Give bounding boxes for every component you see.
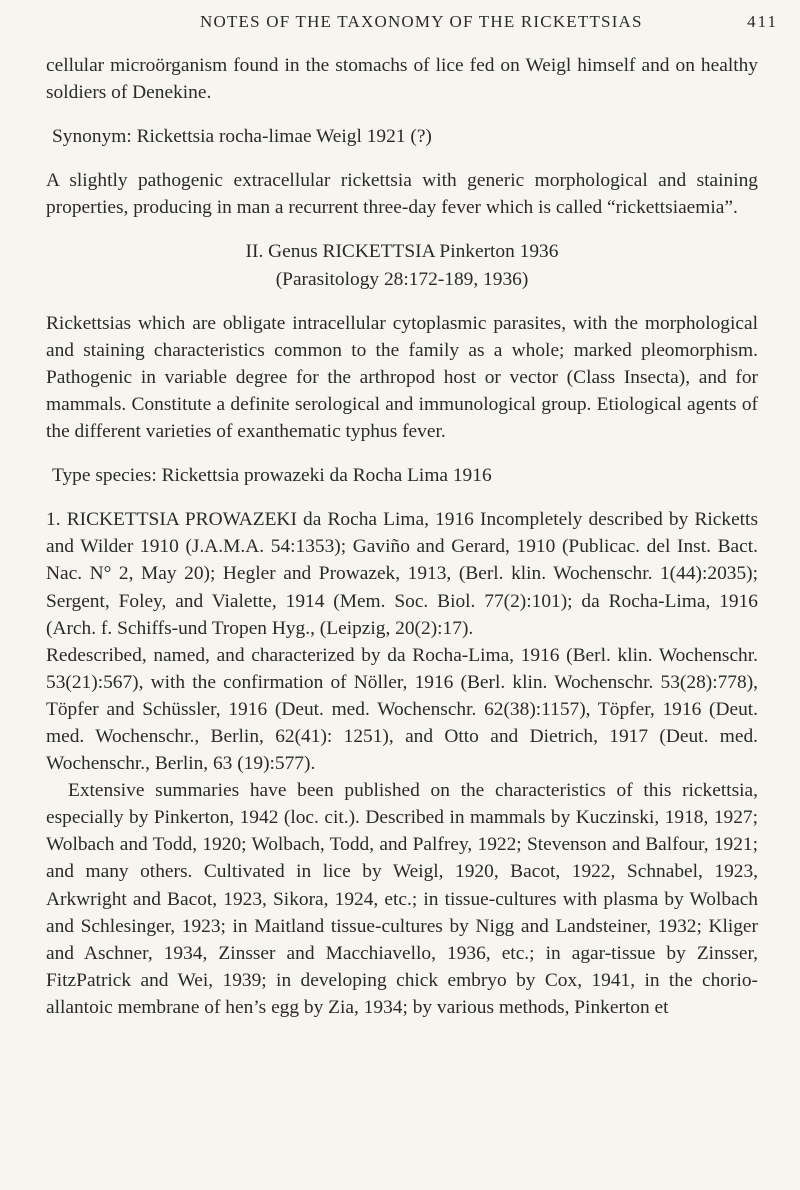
page-number: 411 — [747, 12, 778, 31]
genus-heading: II. Genus RICKETTSIA Pinkerton 1936 — [245, 241, 559, 263]
type-species-line: Type species: Rickettsia prowazeki da Rocha Lima 1916 — [52, 465, 492, 487]
paragraph-genus-description: Rickettsias which are obligate intracellular cytoplasmic parasites, with the morphological and staining characteristics common to the family as a whole; marked pleomorphism. Pathogenic in variable degree for the arthropod host or vector (Class Insecta), and for mammals. Constitute a definite serological and immunological group. Etiological agents of the different varieties of exanthematic typhus fever. — [46, 312, 758, 443]
synonym-line: Synonym: Rickettsia rocha-limae Weigl 1921 (?) — [52, 126, 432, 148]
paragraph-continuation: cellular microörganism found in the stomachs of lice fed on Weigl himself and on healthy soldiers of Denekine. — [46, 55, 758, 104]
body-text — [46, 52, 758, 1021]
paragraph-species-history: 1. RICKETTSIA PROWAZEKI da Rocha Lima, 1916 Incompletely described by Ricketts and Wilder 1910 (J.A.M.A. 54:1353); Gaviño and Gerard, 1910 (Publicac. del Inst. Bact. Nac. N° 2, May 20); Hegler and Prowazek, 1913, (Berl. klin. Wochenschr. 1(44):2035); Sergent, Foley, and Vialette, 1914 (Mem. Soc. Biol. 77(2):101); da Rocha-Lima, 1916 (Arch. f. Schiffs-und Tropen Hyg., (Leipzig, 20(2):17). — [46, 509, 758, 639]
paragraph-description: A slightly pathogenic extracellular rickettsia with generic morphological and staining properties, producing in man a recurrent three-day fever which is called “rickettsiaemia”. — [46, 170, 758, 219]
paragraph-summaries: Extensive summaries have been published on the characteristics of this rickettsia, especially by Pinkerton, 1942 (loc. cit.). Described in mammals by Kuczinski, 1918, 1927; Wolbach and Todd, 1920; Wolbach, Todd, and Palfrey, 1922; Stevenson and Balfour, 1921; and many others. Cultivated in lice by Weigl, 1920, Bacot, 1922, Schnabel, 1923, Arkwright and Bacot, 1923, Sikora, 1924, etc.; in tissue-cultures with plasma by Wolbach and Schlesinger, 1923; in Maitland tissue-cultures by Nigg and Landsteiner, 1932; Kliger and Aschner, 1934, Zinsser and Macchiavello, 1936, etc.; in agar-tissue by Zinsser, FitzPatrick and Wei, 1939; in developing chick embryo by Cox, 1941, in the chorio-allantoic membrane of hen’s egg by Zia, 1934; by various methods, Pinkerton et — [46, 780, 758, 1018]
paragraph-redescribed: Redescribed, named, and characterized by da Rocha-Lima, 1916 (Berl. klin. Wochenschr. 53(21):567), with the confirmation of Nöller, 1916 (Berl. klin. Wochenschr. 53(28):778), Töpfer and Schüssler, 1916 (Deut. med. Wochenschr. 62(38):1157), Töpfer, 1916 (Deut. med. Wochenschr., Berlin, 62(41): 1251), and Otto and Dietrich, 1917 (Deut. med. Wochenschr., Berlin, 63 (19):577). — [46, 644, 758, 775]
genus-reference: (Parasitology 28:172-189, 1936) — [275, 268, 529, 290]
running-title: NOTES OF THE TAXONOMY OF THE RICKETTSIAS — [200, 12, 643, 31]
running-header — [0, 12, 800, 36]
